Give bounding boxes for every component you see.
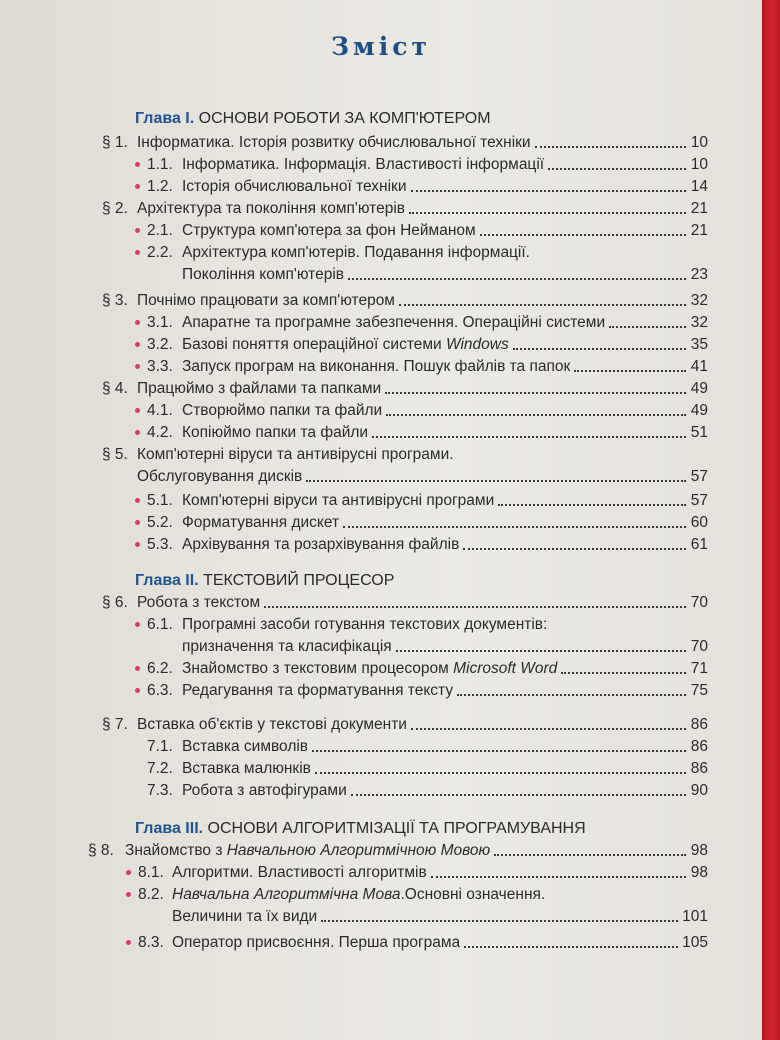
page-number: 86 [690,738,708,755]
dot-leader [535,132,686,148]
page-number: 70 [690,594,708,611]
toc-section [0,714,762,736]
dot-leader [351,780,686,796]
entry-title: Робота з автофігурами [182,782,347,799]
entry-title: Вставка малюнків [182,760,311,777]
page-number: 70 [690,638,708,655]
entry-title-continued: Величини та їх види [172,908,318,925]
entry-title: Архітектура та покоління комп'ютерів [137,200,405,217]
page-number: 61 [690,536,708,553]
section-number: § 8. [88,842,114,859]
section-number: § 7. [102,716,128,733]
dot-leader [457,680,686,696]
section-number: § 3. [102,292,128,309]
bullet-dot [135,622,140,627]
section-number: 4.1. [147,402,173,419]
toc-subsection [0,680,762,702]
toc-subsection [0,932,762,954]
chapter-heading: Глава ІІ. ТЕКСТОВИЙ ПРОЦЕСОР [135,572,395,589]
page-number: 71 [690,660,708,677]
page-number: 86 [690,716,708,733]
page-number: 105 [682,934,708,951]
bullet-dot [135,408,140,413]
section-number: 8.3. [138,934,164,951]
page-number: 10 [690,134,708,151]
dot-leader [315,758,686,774]
dot-leader [561,658,686,674]
bullet-dot [135,520,140,525]
dot-leader [312,736,686,752]
page-number: 57 [690,492,708,509]
page-number: 10 [690,156,708,173]
dot-leader [480,220,686,236]
toc-section [0,592,762,614]
toc-subsection [0,312,762,334]
section-number: 3.2. [147,336,173,353]
toc-section [0,290,762,312]
entry-title: Створюймо папки та файли [182,402,383,419]
bullet-dot [135,688,140,693]
entry-title: Оператор присвоєння. Перша програма [172,934,461,951]
section-number: 6.1. [147,616,173,633]
page-number: 41 [690,358,708,375]
toc-subsection [0,154,762,176]
section-number: 5.1. [147,492,173,509]
bullet-dot [135,498,140,503]
section-number: 2.2. [147,244,173,261]
page-number: 21 [690,222,708,239]
page-number: 32 [690,292,708,309]
section-number: § 5. [102,446,128,463]
entry-title: Знайомство з Навчальною Алгоритмічною Мовою [125,842,491,859]
bullet-dot [135,184,140,189]
page-number: 101 [682,908,708,925]
entry-title: Архітектура комп'ютерів. Подавання інформації. [182,244,530,261]
entry-title: Копіюймо папки та файли [182,424,369,441]
toc-subsection [0,220,762,242]
dot-leader [372,422,686,438]
toc-subsection [0,242,762,283]
section-number: § 2. [102,200,128,217]
toc-subsection [0,334,762,356]
page-number: 21 [690,200,708,217]
chapter-heading: Глава ІІІ. ОСНОВИ АЛГОРИТМІЗАЦІЇ ТА ПРОГРАМУВАННЯ [135,820,586,837]
entry-title: Архівування та розархівування файлів [182,536,460,553]
bullet-dot [126,892,131,897]
entry-title: Працюймо з файлами та папками [137,380,382,397]
toc-section [0,198,762,220]
section-number: 7.2. [147,760,173,777]
entry-title: Редагування та форматування тексту [182,682,454,699]
toc-subsection [0,862,762,884]
page-number: 49 [690,380,708,397]
section-number: § 6. [102,594,128,611]
section-number: 7.1. [147,738,173,755]
entry-title-continued: призначення та класифікація [182,638,392,655]
section-number: 1.2. [147,178,173,195]
dot-leader [306,466,686,482]
toc-subsection [0,356,762,378]
dot-leader [411,176,687,192]
page-number: 75 [690,682,708,699]
page-number: 51 [690,424,708,441]
page-number: 23 [690,266,708,283]
bullet-dot [135,342,140,347]
entry-title: Апаратне та програмне забезпечення. Операційні системи [182,314,606,331]
dot-leader [411,714,686,730]
section-number: 5.2. [147,514,173,531]
dot-leader [321,906,678,922]
bullet-dot [135,250,140,255]
dot-leader [463,534,686,550]
toc-subsection [0,490,762,512]
section-number: 6.3. [147,682,173,699]
page-number: 32 [690,314,708,331]
toc-subsection [0,614,762,655]
page-number: 98 [690,864,708,881]
section-number: 3.1. [147,314,173,331]
page-number: 98 [690,842,708,859]
toc-subsection [0,534,762,556]
dot-leader [386,400,686,416]
toc-subsection [0,422,762,444]
section-number: 7.3. [147,782,173,799]
section-number: 3.3. [147,358,173,375]
dot-leader [409,198,686,214]
dot-leader [264,592,686,608]
toc-subsection [0,736,762,758]
toc-subsection [0,512,762,534]
bullet-dot [135,666,140,671]
entry-title: Інформатика. Історія розвитку обчислювальної техніки [137,134,531,151]
page-number: 14 [690,178,708,195]
toc-section [0,132,762,154]
dot-leader [548,154,686,170]
chapter-heading: Глава І. ОСНОВИ РОБОТИ ЗА КОМП'ЮТЕРОМ [135,110,491,127]
dot-leader [399,290,686,306]
section-number: 8.2. [138,886,164,903]
dot-leader [609,312,686,328]
entry-title-continued: Покоління комп'ютерів [182,266,345,283]
toc-subsection [0,780,762,802]
bullet-dot [135,320,140,325]
entry-title: Програмні засоби готування текстових документів: [182,616,548,633]
toc-subsection [0,758,762,780]
entry-title: Вставка об'єктів у текстові документи [137,716,407,733]
dot-leader [431,862,686,878]
page-number: 49 [690,402,708,419]
entry-title: Базові поняття операційної системи Windows [182,336,509,353]
entry-title: Інформатика. Інформація. Властивості інформації [182,156,545,173]
toc-subsection [0,400,762,422]
toc-subsection [0,658,762,680]
red-cover-edge [762,0,780,1040]
page-number: 86 [690,760,708,777]
dot-leader [343,512,686,528]
entry-title: Історія обчислювальної техніки [182,178,407,195]
dot-leader [498,490,686,506]
entry-title: Почнімо працювати за комп'ютером [137,292,395,309]
entry-title: Навчальна Алгоритмічна Мова.Основні означення. [172,886,546,903]
page-number: 90 [690,782,708,799]
bullet-dot [126,870,131,875]
section-number: 8.1. [138,864,164,881]
bullet-dot [126,940,131,945]
dot-leader [494,840,686,856]
entry-title: Знайомство з текстовим процесором Microsoft Word [182,660,558,677]
entry-title: Комп'ютерні віруси та антивірусні програми. [137,446,454,463]
entry-title: Структура комп'ютера за фон Нейманом [182,222,476,239]
toc-section [0,444,762,485]
page-title: Зміст [331,32,431,61]
toc-section [0,840,762,862]
section-number: § 1. [102,134,128,151]
dot-leader [513,334,686,350]
entry-title: Алгоритми. Властивості алгоритмів [172,864,427,881]
page-number: 35 [690,336,708,353]
entry-title-continued: Обслуговування дисків [137,468,303,485]
bullet-dot [135,228,140,233]
dot-leader [396,636,686,652]
bullet-dot [135,364,140,369]
section-number: § 4. [102,380,128,397]
entry-title: Вставка символів [182,738,309,755]
bullet-dot [135,162,140,167]
dot-leader [574,356,686,372]
entry-title: Робота з текстом [137,594,261,611]
section-number: 6.2. [147,660,173,677]
dot-leader [348,264,686,280]
section-number: 1.1. [147,156,173,173]
dot-leader [464,932,678,948]
dot-leader [385,378,686,394]
entry-title: Комп'ютерні віруси та антивірусні програми [182,492,495,509]
bullet-dot [135,542,140,547]
section-number: 5.3. [147,536,173,553]
section-number: 2.1. [147,222,173,239]
entry-title: Запуск програм на виконання. Пошук файлів та папок [182,358,571,375]
toc-subsection [0,176,762,198]
bullet-dot [135,430,140,435]
page-number: 60 [690,514,708,531]
toc-subsection [0,884,762,925]
page-number: 57 [690,468,708,485]
toc-section [0,378,762,400]
entry-title: Форматування дискет [182,514,340,531]
section-number: 4.2. [147,424,173,441]
